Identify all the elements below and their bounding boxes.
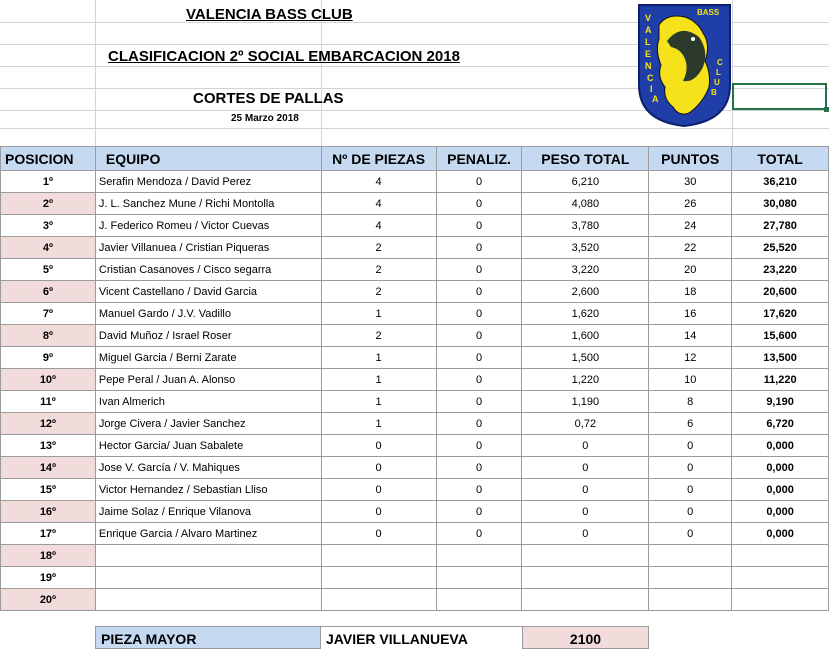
selected-cell[interactable] xyxy=(732,83,827,110)
points-cell[interactable]: 8 xyxy=(649,391,732,413)
position-cell[interactable]: 12º xyxy=(1,413,96,435)
points-cell[interactable]: 30 xyxy=(649,171,732,193)
club-logo[interactable] xyxy=(637,3,732,128)
penalty-cell[interactable]: 0 xyxy=(436,413,522,435)
points-cell[interactable]: 26 xyxy=(649,193,732,215)
total-cell[interactable]: 36,210 xyxy=(732,171,829,193)
table-row xyxy=(1,303,829,325)
pieces-cell[interactable]: 1 xyxy=(321,413,436,435)
results-table xyxy=(0,146,829,611)
weight-cell[interactable]: 6,210 xyxy=(522,171,649,193)
points-cell[interactable]: 22 xyxy=(649,237,732,259)
svg-text:U: U xyxy=(714,78,720,87)
total-cell[interactable]: 13,500 xyxy=(732,347,829,369)
pieces-cell[interactable] xyxy=(321,545,436,567)
pieces-cell[interactable]: 0 xyxy=(321,457,436,479)
position-cell[interactable]: 7º xyxy=(1,303,96,325)
col-puntos[interactable]: PUNTOS xyxy=(649,147,732,171)
penalty-cell[interactable]: 0 xyxy=(436,215,522,237)
pieces-cell[interactable] xyxy=(321,567,436,589)
weight-cell[interactable]: 0 xyxy=(522,435,649,457)
weight-cell[interactable]: 1,190 xyxy=(522,391,649,413)
total-cell[interactable] xyxy=(732,545,829,567)
pieces-cell[interactable]: 0 xyxy=(321,523,436,545)
pieces-cell[interactable]: 4 xyxy=(321,171,436,193)
weight-cell[interactable] xyxy=(522,589,649,611)
points-cell[interactable] xyxy=(649,545,732,567)
points-cell[interactable]: 12 xyxy=(649,347,732,369)
points-cell[interactable]: 24 xyxy=(649,215,732,237)
pieza-mayor-value[interactable]: 2100 xyxy=(522,626,649,649)
weight-cell[interactable]: 4,080 xyxy=(522,193,649,215)
team-cell[interactable]: Hector Garcia/ Juan Sabalete xyxy=(95,435,321,457)
total-cell[interactable]: 15,600 xyxy=(732,325,829,347)
position-cell[interactable]: 13º xyxy=(1,435,96,457)
penalty-cell[interactable] xyxy=(436,567,522,589)
penalty-cell[interactable]: 0 xyxy=(436,325,522,347)
svg-text:C: C xyxy=(717,58,723,67)
total-cell[interactable] xyxy=(732,589,829,611)
position-cell[interactable]: 17º xyxy=(1,523,96,545)
weight-cell[interactable] xyxy=(522,567,649,589)
points-cell[interactable]: 16 xyxy=(649,303,732,325)
penalty-cell[interactable]: 0 xyxy=(436,435,522,457)
team-cell[interactable] xyxy=(95,545,321,567)
pieza-mayor-label[interactable]: PIEZA MAYOR xyxy=(95,626,321,649)
position-cell[interactable]: 14º xyxy=(1,457,96,479)
table-row xyxy=(1,391,829,413)
total-cell[interactable]: 17,620 xyxy=(732,303,829,325)
pieces-cell[interactable]: 1 xyxy=(321,369,436,391)
pieces-cell[interactable]: 2 xyxy=(321,237,436,259)
points-cell[interactable] xyxy=(649,567,732,589)
pieces-cell[interactable]: 0 xyxy=(321,435,436,457)
penalty-cell[interactable]: 0 xyxy=(436,303,522,325)
penalty-cell[interactable]: 0 xyxy=(436,171,522,193)
col-posicion[interactable]: POSICION xyxy=(1,147,96,171)
penalty-cell[interactable]: 0 xyxy=(436,259,522,281)
points-cell[interactable]: 10 xyxy=(649,369,732,391)
team-cell[interactable]: J. L. Sanchez Mune / Richi Montolla xyxy=(95,193,321,215)
weight-cell[interactable]: 1,220 xyxy=(522,369,649,391)
penalty-cell[interactable]: 0 xyxy=(436,347,522,369)
col-total[interactable]: TOTAL xyxy=(732,147,829,171)
team-cell[interactable]: Serafin Mendoza / David Perez xyxy=(95,171,321,193)
team-cell[interactable]: J. Federico Romeu / Victor Cuevas xyxy=(95,215,321,237)
total-cell[interactable]: 11,220 xyxy=(732,369,829,391)
team-cell[interactable]: Javier Villanuea / Cristian Piqueras xyxy=(95,237,321,259)
col-piezas[interactable]: Nº DE PIEZAS xyxy=(321,147,436,171)
svg-text:A: A xyxy=(645,25,652,35)
weight-cell[interactable]: 2,600 xyxy=(522,281,649,303)
position-cell[interactable]: 6º xyxy=(1,281,96,303)
total-cell[interactable]: 30,080 xyxy=(732,193,829,215)
position-cell[interactable]: 5º xyxy=(1,259,96,281)
penalty-cell[interactable] xyxy=(436,589,522,611)
table-row xyxy=(1,281,829,303)
pieces-cell[interactable]: 1 xyxy=(321,303,436,325)
location-title: CORTES DE PALLAS xyxy=(193,90,344,107)
team-cell[interactable] xyxy=(95,589,321,611)
table-row xyxy=(1,589,829,611)
table-row xyxy=(1,523,829,545)
team-cell[interactable]: Manuel Gardo / J.V. Vadillo xyxy=(95,303,321,325)
points-cell[interactable]: 0 xyxy=(649,435,732,457)
weight-cell[interactable]: 0 xyxy=(522,501,649,523)
table-row xyxy=(1,369,829,391)
table-row xyxy=(1,413,829,435)
position-cell[interactable]: 1º xyxy=(1,171,96,193)
pieces-cell[interactable]: 1 xyxy=(321,391,436,413)
points-cell[interactable]: 6 xyxy=(649,413,732,435)
svg-text:L: L xyxy=(716,68,721,77)
penalty-cell[interactable]: 0 xyxy=(436,501,522,523)
table-row xyxy=(1,457,829,479)
gridline xyxy=(0,128,829,129)
svg-text:A: A xyxy=(652,94,659,104)
total-cell[interactable]: 0,000 xyxy=(732,457,829,479)
svg-text:E: E xyxy=(645,49,652,59)
team-cell[interactable]: Jaime Solaz / Enrique Vilanova xyxy=(95,501,321,523)
team-cell[interactable]: Jorge Civera / Javier Sanchez xyxy=(95,413,321,435)
total-cell[interactable]: 9,190 xyxy=(732,391,829,413)
points-cell[interactable]: 0 xyxy=(649,479,732,501)
points-cell[interactable] xyxy=(649,589,732,611)
svg-text:V: V xyxy=(645,13,652,23)
table-row xyxy=(1,567,829,589)
team-cell[interactable]: Victor Hernandez / Sebastian Lliso xyxy=(95,479,321,501)
points-cell[interactable]: 0 xyxy=(649,501,732,523)
pieces-cell[interactable]: 2 xyxy=(321,259,436,281)
svg-text:L: L xyxy=(645,37,651,47)
position-cell[interactable]: 11º xyxy=(1,391,96,413)
table-row xyxy=(1,325,829,347)
team-cell[interactable]: David Muñoz / Israel Roser xyxy=(95,325,321,347)
total-cell[interactable]: 6,720 xyxy=(732,413,829,435)
weight-cell[interactable]: 1,500 xyxy=(522,347,649,369)
points-cell[interactable]: 0 xyxy=(649,523,732,545)
table-row xyxy=(1,479,829,501)
position-cell[interactable]: 4º xyxy=(1,237,96,259)
position-cell[interactable]: 3º xyxy=(1,215,96,237)
total-cell[interactable]: 0,000 xyxy=(732,435,829,457)
penalty-cell[interactable]: 0 xyxy=(436,193,522,215)
table-row xyxy=(1,259,829,281)
table-row xyxy=(1,215,829,237)
team-cell[interactable]: Pepe Peral / Juan A. Alonso xyxy=(95,369,321,391)
penalty-cell[interactable]: 0 xyxy=(436,281,522,303)
pieces-cell[interactable] xyxy=(321,589,436,611)
pieces-cell[interactable]: 4 xyxy=(321,215,436,237)
table-row xyxy=(1,237,829,259)
total-cell[interactable]: 0,000 xyxy=(732,501,829,523)
weight-cell[interactable]: 3,780 xyxy=(522,215,649,237)
pieces-cell[interactable]: 1 xyxy=(321,347,436,369)
weight-cell[interactable]: 1,620 xyxy=(522,303,649,325)
svg-text:BASS: BASS xyxy=(697,8,720,17)
col-penaliz[interactable]: PENALIZ. xyxy=(436,147,522,171)
points-cell[interactable]: 20 xyxy=(649,259,732,281)
weight-cell[interactable]: 3,520 xyxy=(522,237,649,259)
gridline xyxy=(732,0,733,146)
table-row xyxy=(1,347,829,369)
total-cell[interactable] xyxy=(732,567,829,589)
position-cell[interactable]: 16º xyxy=(1,501,96,523)
col-equipo[interactable]: EQUIPO xyxy=(95,147,321,171)
points-cell[interactable]: 18 xyxy=(649,281,732,303)
penalty-cell[interactable]: 0 xyxy=(436,457,522,479)
pieces-cell[interactable]: 0 xyxy=(321,479,436,501)
event-date: 25 Marzo 2018 xyxy=(231,113,299,124)
total-cell[interactable]: 0,000 xyxy=(732,523,829,545)
pieces-cell[interactable]: 0 xyxy=(321,501,436,523)
svg-text:B: B xyxy=(711,88,717,97)
position-cell[interactable]: 9º xyxy=(1,347,96,369)
position-cell[interactable]: 19º xyxy=(1,567,96,589)
position-cell[interactable]: 20º xyxy=(1,589,96,611)
pieces-cell[interactable]: 2 xyxy=(321,325,436,347)
table-row xyxy=(1,435,829,457)
team-cell[interactable]: Enrique Garcia / Alvaro Martinez xyxy=(95,523,321,545)
total-cell[interactable]: 25,520 xyxy=(732,237,829,259)
points-cell[interactable]: 0 xyxy=(649,457,732,479)
team-cell[interactable]: Cristian Casanoves / Cisco segarra xyxy=(95,259,321,281)
weight-cell[interactable]: 0,72 xyxy=(522,413,649,435)
weight-cell[interactable]: 0 xyxy=(522,457,649,479)
pieces-cell[interactable]: 4 xyxy=(321,193,436,215)
table-row xyxy=(1,193,829,215)
header-row xyxy=(1,147,829,171)
svg-text:I: I xyxy=(650,84,653,94)
weight-cell[interactable]: 3,220 xyxy=(522,259,649,281)
position-cell[interactable]: 10º xyxy=(1,369,96,391)
gridline xyxy=(95,0,96,146)
total-cell[interactable]: 23,220 xyxy=(732,259,829,281)
weight-cell[interactable]: 0 xyxy=(522,523,649,545)
col-peso-total[interactable]: PESO TOTAL xyxy=(522,147,649,171)
points-cell[interactable]: 14 xyxy=(649,325,732,347)
penalty-cell[interactable]: 0 xyxy=(436,479,522,501)
team-cell[interactable]: Ivan Almerich xyxy=(95,391,321,413)
weight-cell[interactable]: 0 xyxy=(522,479,649,501)
team-cell[interactable] xyxy=(95,567,321,589)
event-title: CLASIFICACION 2º SOCIAL EMBARCACION 2018 xyxy=(108,48,460,65)
team-cell[interactable]: Miguel Garcia / Berni Zarate xyxy=(95,347,321,369)
total-cell[interactable]: 0,000 xyxy=(732,479,829,501)
svg-text:N: N xyxy=(645,61,652,71)
table-row xyxy=(1,501,829,523)
position-cell[interactable]: 2º xyxy=(1,193,96,215)
position-cell[interactable]: 15º xyxy=(1,479,96,501)
table-row xyxy=(1,171,829,193)
position-cell[interactable]: 8º xyxy=(1,325,96,347)
team-cell[interactable]: Vicent Castellano / David Garcia xyxy=(95,281,321,303)
weight-cell[interactable] xyxy=(522,545,649,567)
position-cell[interactable]: 18º xyxy=(1,545,96,567)
penalty-cell[interactable]: 0 xyxy=(436,391,522,413)
penalty-cell[interactable] xyxy=(436,545,522,567)
table-row xyxy=(1,545,829,567)
total-cell[interactable]: 27,780 xyxy=(732,215,829,237)
penalty-cell[interactable]: 0 xyxy=(436,237,522,259)
penalty-cell[interactable]: 0 xyxy=(436,523,522,545)
pieza-mayor-angler[interactable]: JAVIER VILLANUEVA xyxy=(321,626,522,649)
pieces-cell[interactable]: 2 xyxy=(321,281,436,303)
weight-cell[interactable]: 1,600 xyxy=(522,325,649,347)
penalty-cell[interactable]: 0 xyxy=(436,369,522,391)
total-cell[interactable]: 20,600 xyxy=(732,281,829,303)
club-title: VALENCIA BASS CLUB xyxy=(186,6,353,23)
team-cell[interactable]: Jose V. García / V. Mahiques xyxy=(95,457,321,479)
svg-text:C: C xyxy=(647,73,654,83)
